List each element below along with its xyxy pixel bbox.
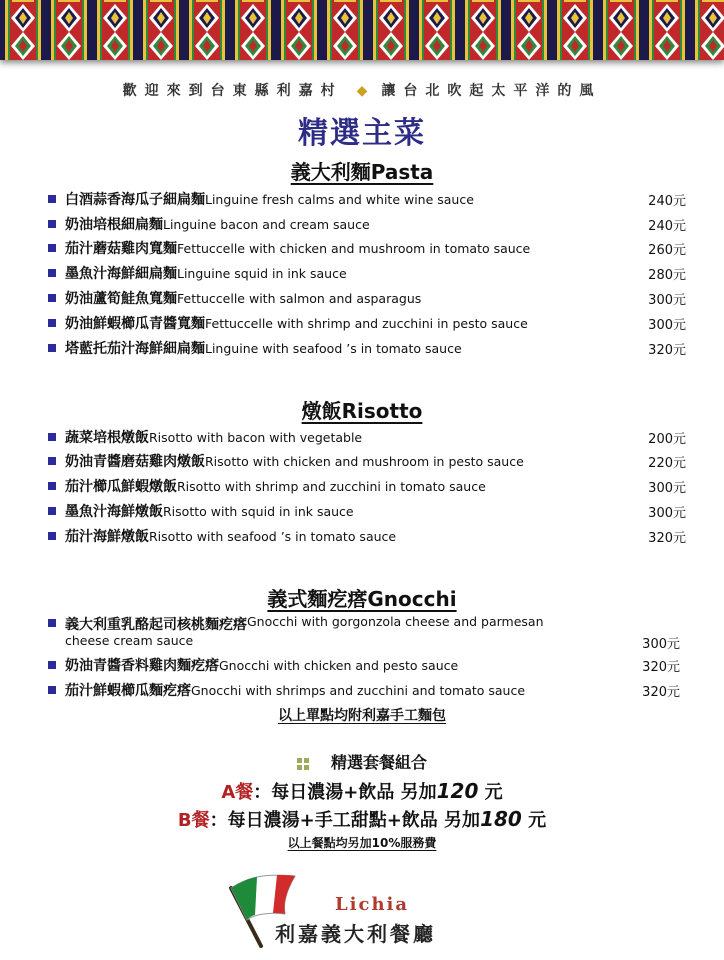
tribal-pattern-banner bbox=[0, 0, 724, 60]
dish-name-en: Gnocchi with gorgonzola cheese and parmesan bbox=[247, 614, 544, 629]
menu-item bbox=[48, 614, 688, 652]
bullet-icon bbox=[48, 619, 56, 627]
menu-item bbox=[48, 214, 688, 234]
dish-name-en-continued: cheese cream sauce bbox=[65, 633, 194, 648]
dish-name-en: Gnocchi with shrimps and zucchini and tomato sauce bbox=[191, 682, 526, 698]
bullet-icon bbox=[48, 507, 56, 515]
set-meal-title-text: 精選套餐組合 bbox=[330, 753, 427, 772]
dish-name-en: Fettuccelle with shrimp and zucchini in pesto sauce bbox=[205, 315, 528, 331]
welcome-right-text: 讓台北吹起太平洋的風 bbox=[381, 83, 602, 99]
dish-name-en: Risotto with seafood ’s in tomato sauce bbox=[149, 528, 397, 544]
dish-price: 240元 bbox=[648, 218, 686, 234]
dish-name-en: Linguine squid in ink sauce bbox=[177, 265, 347, 281]
dish-name-en: Risotto with chicken and mushroom in pesto sauce bbox=[205, 453, 524, 469]
bullet-icon bbox=[48, 244, 56, 252]
dish-name-en: Linguine with seafood ’s in tomato sauce bbox=[205, 340, 462, 356]
bullet-icon bbox=[48, 457, 56, 465]
bullet-icon bbox=[48, 319, 56, 327]
dish-name-en: Fettuccelle with salmon and asparagus bbox=[177, 290, 422, 306]
dish-name-zh: 塔藍托茄汁海鮮細扁麵 bbox=[65, 341, 205, 357]
menu-item bbox=[48, 655, 688, 675]
gnocchi-heading bbox=[0, 583, 724, 612]
set-meal-title bbox=[0, 750, 724, 773]
gnocchi-heading-text: 義式麵疙瘩Gnocchi bbox=[267, 587, 457, 611]
tribal-pattern-graphic bbox=[0, 0, 724, 60]
dish-name-zh: 蔬菜培根燉飯 bbox=[65, 430, 149, 446]
page-title: 精選主菜 bbox=[298, 116, 426, 151]
dish-name-zh: 奶油青醬磨菇雞肉燉飯 bbox=[65, 454, 205, 470]
bread-note: 以上單點均附利嘉手工麵包 bbox=[278, 708, 446, 724]
menu-item bbox=[48, 313, 688, 333]
dish-name-zh: 墨魚汁海鮮燉飯 bbox=[65, 504, 163, 520]
dish-name-zh: 茄汁海鮮燉飯 bbox=[65, 529, 149, 545]
set-a-label: A餐 bbox=[221, 782, 254, 803]
dish-price: 300元 bbox=[648, 480, 686, 496]
bullet-icon bbox=[48, 220, 56, 228]
dish-price: 240元 bbox=[648, 193, 686, 209]
set-b-label: B餐 bbox=[177, 810, 210, 831]
bullet-icon bbox=[48, 686, 56, 694]
pasta-heading-text: 義大利麵Pasta bbox=[290, 160, 434, 184]
dish-name-en: Fettuccelle with chicken and mushroom in tomato sauce bbox=[177, 240, 531, 256]
menu-item bbox=[48, 189, 688, 209]
menu-item bbox=[48, 288, 688, 308]
set-a-amount: 120 bbox=[436, 779, 479, 803]
menu-item bbox=[48, 501, 688, 521]
dish-name-zh: 奶油鮮蝦櫛瓜青醬寬麵 bbox=[65, 316, 205, 332]
menu-item bbox=[48, 526, 688, 546]
dish-name-zh: 茄汁蘑菇雞肉寬麵 bbox=[65, 241, 177, 257]
dish-price: 300元 bbox=[642, 637, 680, 652]
bullet-icon bbox=[48, 344, 56, 352]
dish-price: 280元 bbox=[648, 267, 686, 283]
dish-price: 300元 bbox=[648, 292, 686, 308]
menu-item bbox=[48, 451, 688, 471]
dish-price: 220元 bbox=[648, 455, 686, 471]
set-a-desc: ：每日濃湯+飲品 另加 bbox=[253, 782, 437, 803]
menu-item bbox=[48, 238, 688, 258]
bullet-icon bbox=[48, 294, 56, 302]
dish-price: 300元 bbox=[648, 317, 686, 333]
grid-icon bbox=[297, 758, 309, 770]
dish-price: 320元 bbox=[648, 530, 686, 546]
bullet-icon bbox=[48, 269, 56, 277]
restaurant-name-zh: 利嘉義大利餐廳 bbox=[275, 922, 436, 946]
bullet-icon bbox=[48, 195, 56, 203]
bullet-icon bbox=[48, 482, 56, 490]
menu-item bbox=[48, 338, 688, 358]
dish-name-en: Linguine bacon and cream sauce bbox=[163, 216, 370, 232]
dish-price: 320元 bbox=[642, 684, 680, 700]
service-charge-note: 以上餐點均另加10%服務費 bbox=[287, 836, 437, 850]
dish-price: 300元 bbox=[648, 505, 686, 521]
bullet-icon bbox=[48, 661, 56, 669]
menu-item bbox=[48, 427, 688, 447]
menu-item bbox=[48, 263, 688, 283]
dish-price: 200元 bbox=[648, 431, 686, 447]
pasta-heading bbox=[0, 156, 724, 185]
dish-name-en: Risotto with shrimp and zucchini in tomato sauce bbox=[177, 478, 486, 494]
dish-name-zh: 奶油蘆筍鮭魚寬麵 bbox=[65, 291, 177, 307]
bullet-icon bbox=[48, 433, 56, 441]
dish-name-zh: 白酒蒜香海瓜子細扁麵 bbox=[65, 192, 205, 208]
diamond-icon: ◆ bbox=[356, 83, 368, 99]
dish-name-zh: 墨魚汁海鮮細扁麵 bbox=[65, 266, 177, 282]
dish-price: 320元 bbox=[642, 659, 680, 675]
menu-item bbox=[48, 476, 688, 496]
risotto-heading bbox=[0, 395, 724, 424]
dish-name-zh: 茄汁櫛瓜鮮蝦燉飯 bbox=[65, 479, 177, 495]
set-b-desc: ：每日濃湯+手工甜點+飲品 另加 bbox=[209, 810, 481, 831]
dish-name-zh: 茄汁鮮蝦櫛瓜麵疙瘩 bbox=[65, 683, 191, 699]
dish-price: 320元 bbox=[648, 342, 686, 358]
welcome-slogan bbox=[0, 80, 724, 100]
restaurant-name-en: Lichia bbox=[335, 894, 410, 915]
risotto-heading-text: 燉飯Risotto bbox=[301, 399, 423, 423]
welcome-left-text: 歡迎來到台東縣利嘉村 bbox=[122, 83, 343, 99]
set-b-unit: 元 bbox=[521, 810, 547, 831]
dish-name-en: Gnocchi with chicken and pesto sauce bbox=[219, 657, 459, 673]
dish-name-zh: 奶油培根細扁麵 bbox=[65, 217, 163, 233]
set-a-unit: 元 bbox=[478, 782, 503, 803]
dish-name-zh: 義大利重乳酪起司核桃麵疙瘩 bbox=[65, 617, 247, 633]
dish-name-en: Risotto with squid in ink sauce bbox=[163, 503, 354, 519]
menu-item bbox=[48, 680, 688, 700]
dish-name-zh: 奶油青醬香料雞肉麵疙瘩 bbox=[65, 658, 219, 674]
dish-name-en: Risotto with bacon with vegetable bbox=[149, 429, 363, 445]
set-a-line bbox=[0, 778, 724, 804]
bullet-icon bbox=[48, 532, 56, 540]
dish-name-en: Linguine fresh calms and white wine sauce bbox=[205, 191, 474, 207]
restaurant-logo bbox=[225, 868, 515, 953]
dish-price: 260元 bbox=[648, 242, 686, 258]
set-b-amount: 180 bbox=[480, 807, 522, 831]
set-b-line bbox=[0, 806, 724, 832]
